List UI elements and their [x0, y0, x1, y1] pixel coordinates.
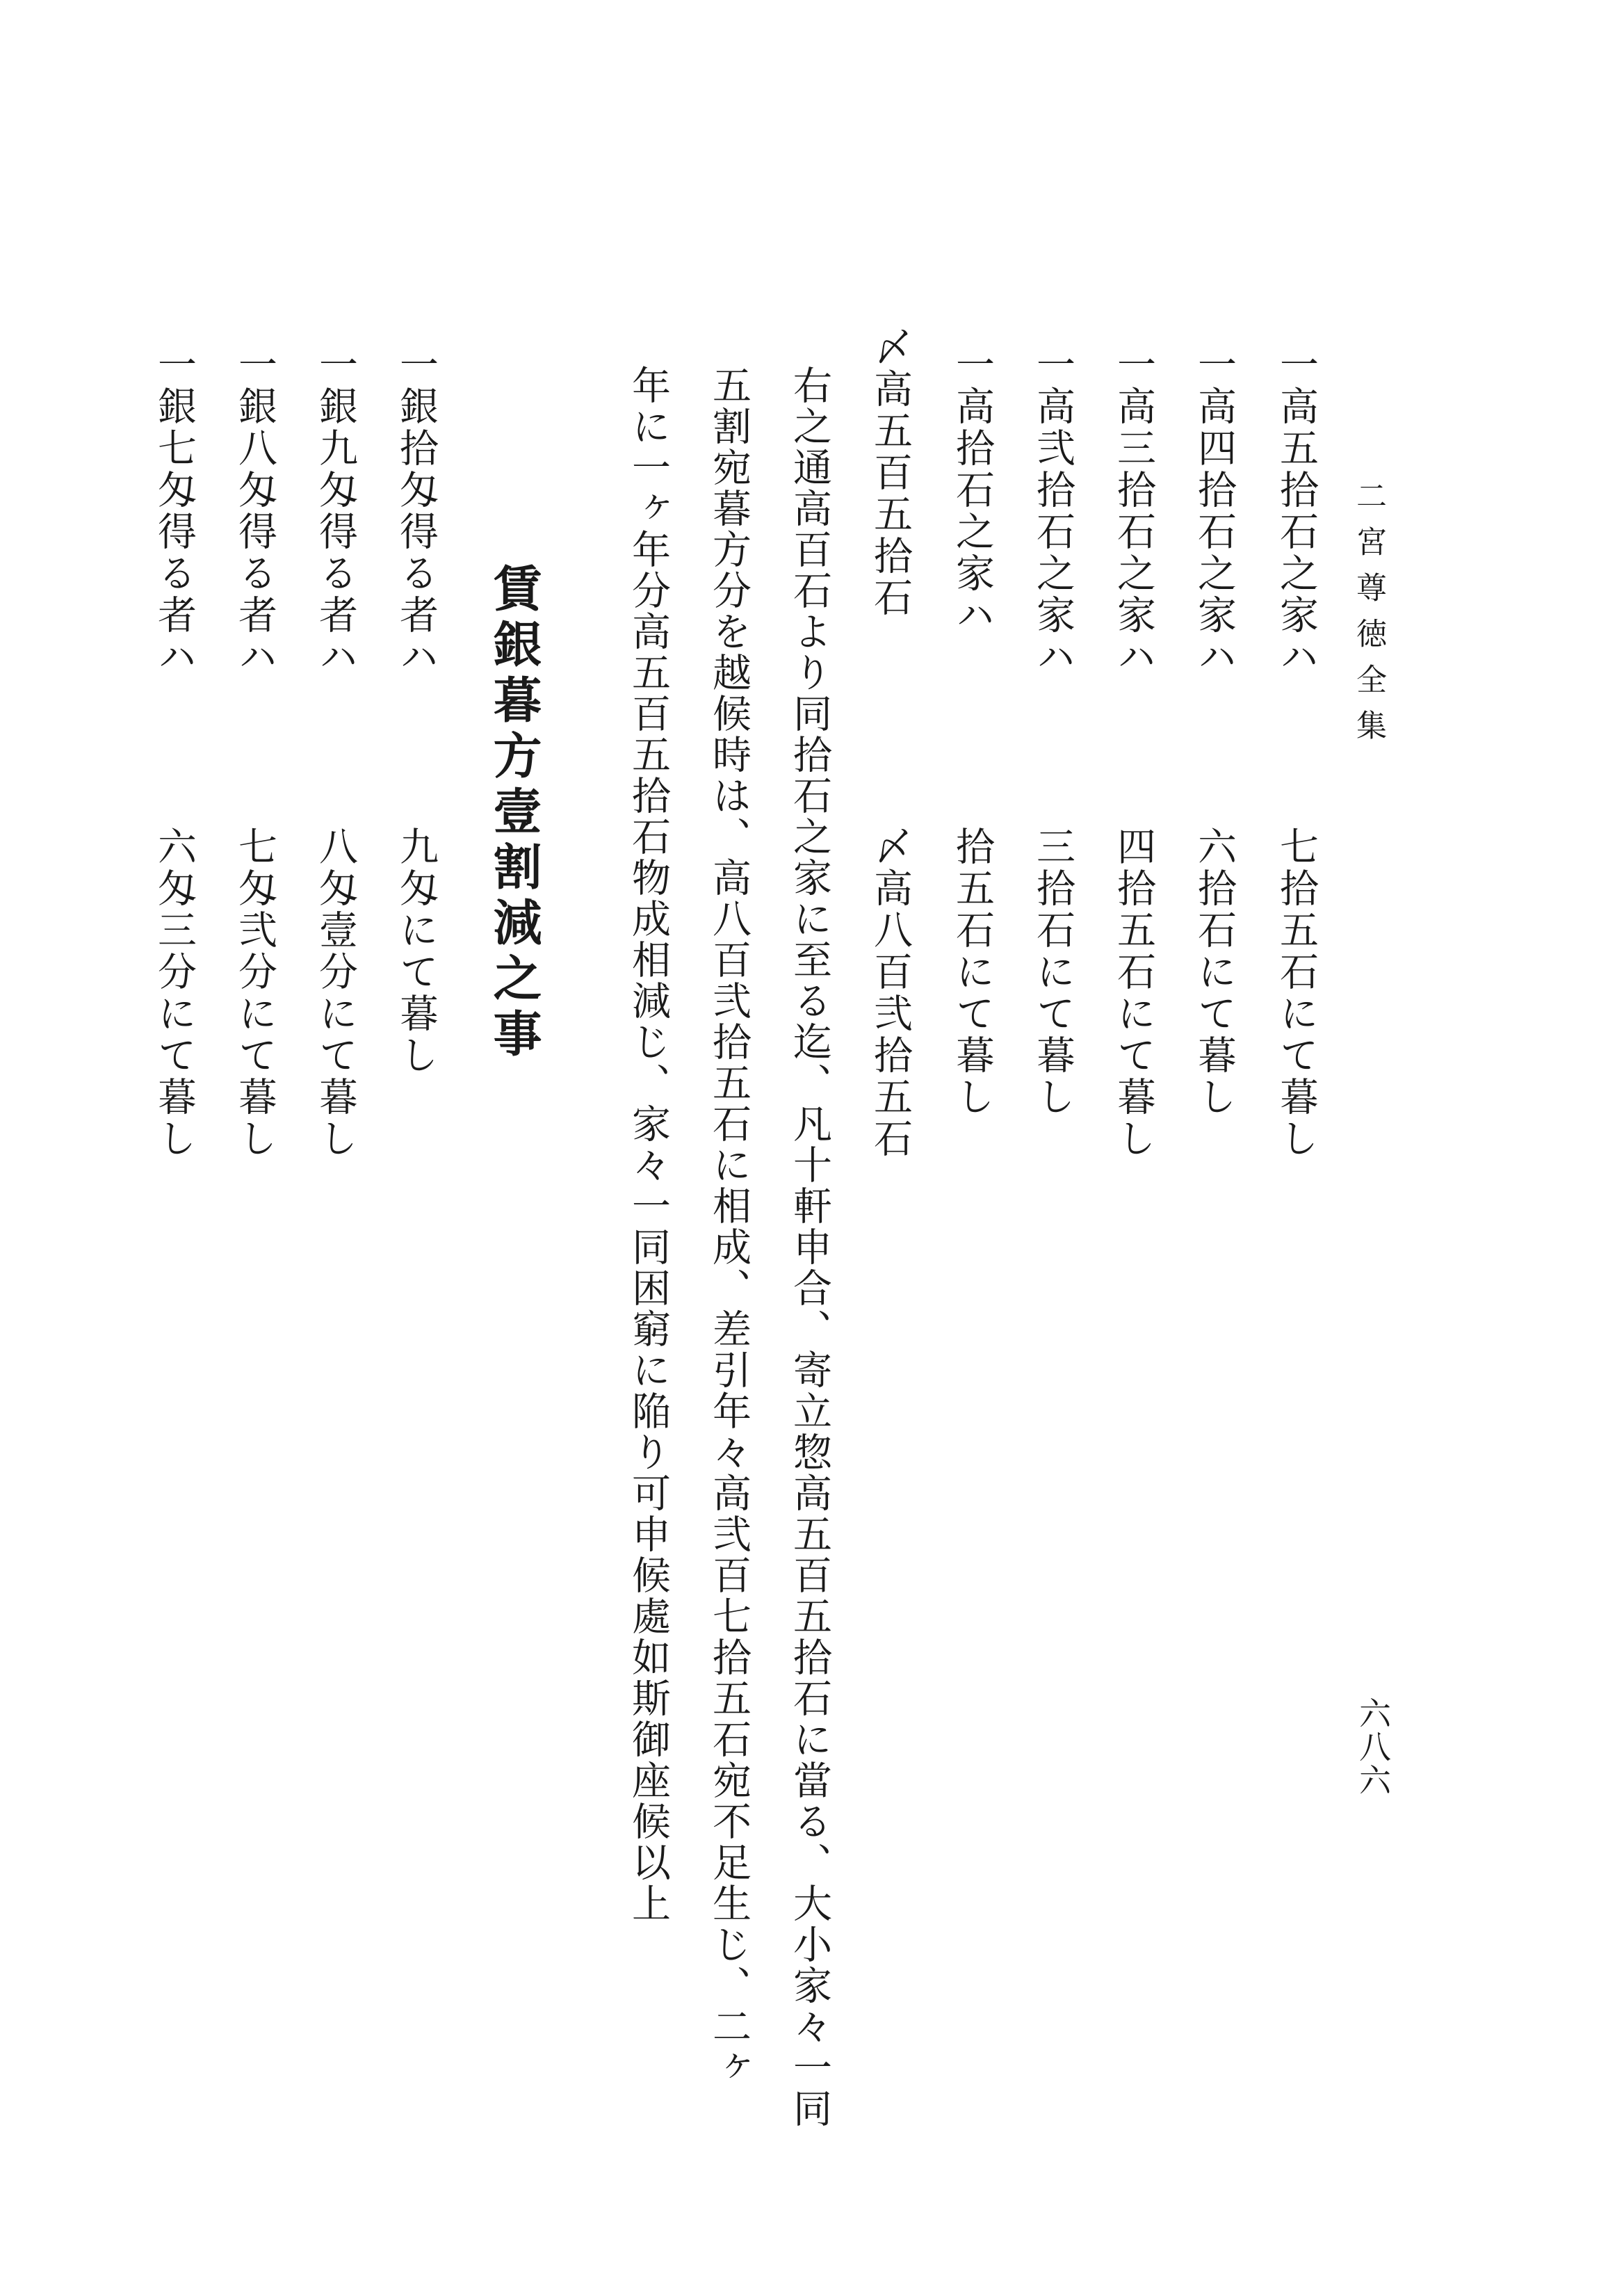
list-item-head: 一高拾石之家ハ [950, 344, 995, 636]
running-header: 二宮尊徳全集 [1351, 480, 1386, 755]
list-item-head: 一高四拾石之家ハ [1192, 344, 1237, 678]
list-item-value: 七匁弐分にて暮し [232, 826, 277, 1160]
list-item-value: 七拾五石にて暮し [1274, 826, 1319, 1160]
list-item-value: 四拾五石にて暮し [1111, 826, 1156, 1160]
list-item-head: 一高五拾石之家ハ [1274, 344, 1319, 678]
list-item-value: 六匁三分にて暮し [152, 826, 197, 1160]
paragraph-line: 右之通高百石より同拾石之家に至る迄、凡十軒申合、寄立惣高五百五拾石に當る、大小家々一同 [787, 365, 832, 2129]
list-item-head: 一高弐拾石之家ハ [1030, 344, 1075, 678]
list-item-value: 三拾石にて暮し [1030, 826, 1075, 1118]
total-right: 〆高八百弐拾五石 [868, 826, 913, 1160]
list-item-value: 九匁にて暮し [393, 826, 439, 1076]
paragraph-line: 年に一ヶ年分高五百五拾石物成相減じ、家々一同困窮に陥り可申候處如斯御座候以上 [626, 365, 671, 1924]
list-item-head: 一銀九匁得る者ハ [313, 344, 358, 678]
list-item-head: 一銀七匁得る者ハ [152, 344, 197, 678]
list-item-head: 一銀拾匁得る者ハ [393, 344, 439, 678]
list-item-head: 一銀八匁得る者ハ [232, 344, 277, 678]
list-item-head: 一高三拾石之家ハ [1111, 344, 1156, 678]
section-heading: 賃銀暮方壹割減之事 [485, 563, 543, 1064]
list-item-value: 拾五石にて暮し [950, 826, 995, 1118]
list-item-value: 六拾石にて暮し [1192, 826, 1237, 1118]
paragraph-line: 五割宛暮方分を越候時は、高八百弐拾五石に相成、差引年々高弐百七拾五石宛不足生じ、二ヶ [706, 365, 752, 2088]
list-item-value: 八匁壹分にて暮し [313, 826, 358, 1160]
page-number: 六八六 [1354, 1697, 1392, 1797]
total-left: 〆高五百五拾石 [868, 327, 913, 619]
